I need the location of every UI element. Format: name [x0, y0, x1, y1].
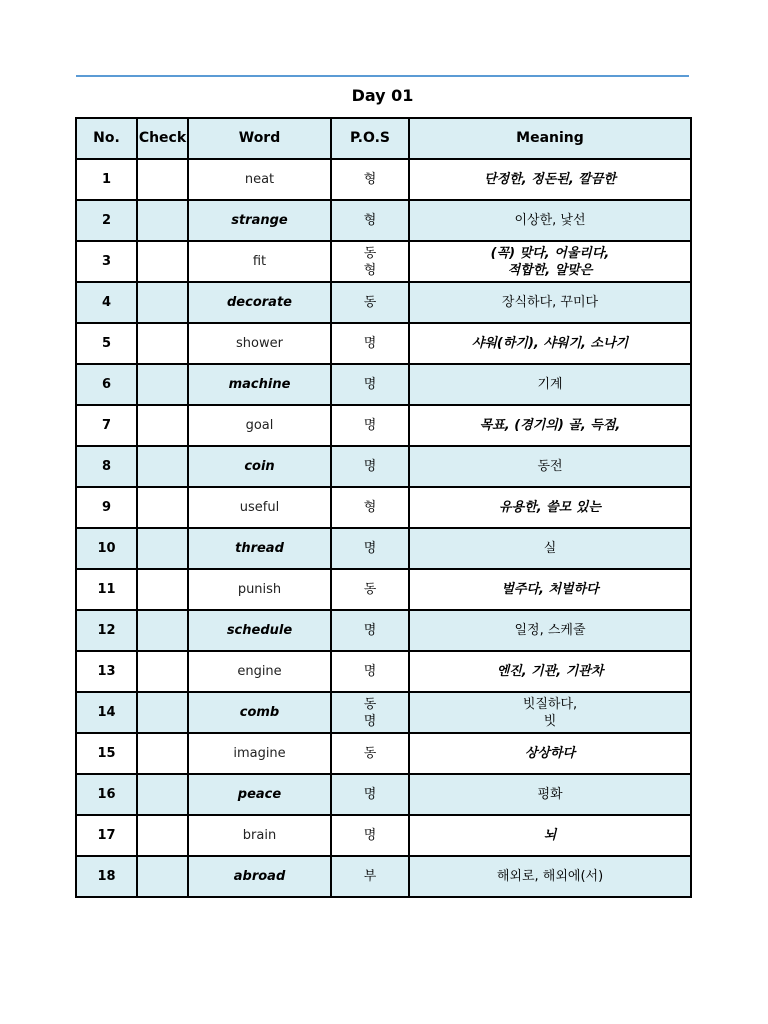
check-cell[interactable] [137, 610, 188, 651]
check-cell[interactable] [137, 856, 188, 897]
word-cell: strange [188, 200, 331, 241]
table-row [76, 815, 691, 856]
meaning-cell [409, 364, 691, 405]
meaning-line: 이상한, 낯선 [514, 213, 586, 228]
row-number: 13 [76, 651, 137, 692]
table-row [76, 282, 691, 323]
meaning-line: 기계 [537, 377, 563, 392]
pos-cell [331, 528, 409, 569]
row-number: 14 [76, 692, 137, 733]
meaning-cell [409, 487, 691, 528]
check-cell[interactable] [137, 200, 188, 241]
table-row [76, 446, 691, 487]
table-row [76, 774, 691, 815]
check-cell[interactable] [137, 241, 188, 282]
pos-cell [331, 405, 409, 446]
table-row [76, 364, 691, 405]
table-row [76, 692, 691, 733]
word-cell: abroad [188, 856, 331, 897]
word-cell: punish [188, 569, 331, 610]
meaning-line: 유용한, 쓸모 있는 [499, 500, 601, 515]
pos-cell [331, 159, 409, 200]
word-cell: comb [188, 692, 331, 733]
table-row [76, 405, 691, 446]
word-cell: schedule [188, 610, 331, 651]
word-cell: goal [188, 405, 331, 446]
pos-label: 명 [363, 541, 377, 556]
row-number: 1 [76, 159, 137, 200]
word-cell: peace [188, 774, 331, 815]
row-number: 3 [76, 241, 137, 282]
pos-cell [331, 200, 409, 241]
meaning-line: 목표, (경기의) 골, 득점, [479, 418, 621, 433]
pos-label: 형 [363, 213, 377, 228]
row-number: 16 [76, 774, 137, 815]
pos-cell [331, 856, 409, 897]
header-pos: P.O.S [331, 118, 409, 159]
meaning-line: 상상하다 [524, 746, 576, 761]
meaning-cell [409, 241, 691, 282]
page-title: Day 01 [351, 86, 414, 105]
meaning-cell [409, 610, 691, 651]
word-cell: shower [188, 323, 331, 364]
pos-cell [331, 241, 409, 282]
pos-label: 명 [363, 787, 377, 802]
pos-label: 동 [363, 696, 377, 712]
meaning-cell [409, 815, 691, 856]
pos-cell [331, 487, 409, 528]
meaning-line: 해외로, 해외에(서) [496, 869, 604, 884]
meaning-cell [409, 528, 691, 569]
meaning-cell [409, 774, 691, 815]
pos-label: 동 [363, 245, 377, 261]
pos-cell [331, 446, 409, 487]
word-cell: neat [188, 159, 331, 200]
pos-label: 형 [363, 172, 377, 187]
pos-label: 명 [363, 713, 377, 729]
meaning-line: 일정, 스케줄 [514, 623, 586, 638]
pos-cell [331, 569, 409, 610]
word-cell: useful [188, 487, 331, 528]
meaning-cell [409, 200, 691, 241]
meaning-line: 실 [543, 541, 557, 556]
check-cell[interactable] [137, 569, 188, 610]
row-number: 10 [76, 528, 137, 569]
row-number: 11 [76, 569, 137, 610]
meaning-line: 단정한, 정돈된, 깔끔한 [484, 172, 616, 187]
pos-label: 형 [363, 262, 377, 278]
word-cell: machine [188, 364, 331, 405]
pos-label: 동 [363, 582, 377, 597]
table-row [76, 323, 691, 364]
word-cell: fit [188, 241, 331, 282]
meaning-cell [409, 692, 691, 733]
vocab-table [75, 117, 692, 898]
word-cell: thread [188, 528, 331, 569]
row-number: 6 [76, 364, 137, 405]
pos-cell [331, 610, 409, 651]
pos-label: 명 [363, 377, 377, 392]
table-row [76, 569, 691, 610]
pos-label: 부 [363, 869, 377, 884]
word-cell: brain [188, 815, 331, 856]
pos-cell [331, 323, 409, 364]
meaning-cell [409, 446, 691, 487]
check-cell[interactable] [137, 733, 188, 774]
check-cell[interactable] [137, 405, 188, 446]
pos-cell [331, 651, 409, 692]
word-cell: coin [188, 446, 331, 487]
word-cell: imagine [188, 733, 331, 774]
meaning-cell [409, 733, 691, 774]
pos-cell [331, 282, 409, 323]
pos-cell [331, 815, 409, 856]
check-cell[interactable] [137, 487, 188, 528]
top-rule [76, 75, 689, 77]
pos-label: 동 [363, 295, 377, 310]
pos-label: 형 [363, 500, 377, 515]
meaning-cell [409, 282, 691, 323]
pos-label: 명 [363, 336, 377, 351]
header-word: Word [188, 118, 331, 159]
pos-cell [331, 774, 409, 815]
meaning-line: 엔진, 기관, 기관차 [496, 664, 604, 679]
check-cell[interactable] [137, 446, 188, 487]
pos-label: 명 [363, 664, 377, 679]
meaning-line: 장식하다, 꾸미다 [501, 295, 599, 310]
row-number: 8 [76, 446, 137, 487]
header-no: No. [76, 118, 137, 159]
row-number: 4 [76, 282, 137, 323]
row-number: 18 [76, 856, 137, 897]
meaning-line: 벌주다, 처벌하다 [501, 582, 599, 597]
check-cell[interactable] [137, 159, 188, 200]
table-row [76, 528, 691, 569]
row-number: 5 [76, 323, 137, 364]
meaning-cell [409, 569, 691, 610]
meaning-line: 적합한, 알맞은 [507, 262, 593, 278]
table-row [76, 856, 691, 897]
meaning-line: 빗질하다, [522, 696, 578, 712]
pos-label: 명 [363, 828, 377, 843]
check-cell[interactable] [137, 528, 188, 569]
table-row [76, 200, 691, 241]
row-number: 9 [76, 487, 137, 528]
meaning-cell [409, 651, 691, 692]
meaning-cell [409, 323, 691, 364]
check-cell[interactable] [137, 815, 188, 856]
check-cell[interactable] [137, 282, 188, 323]
pos-label: 동 [363, 746, 377, 761]
table-row [76, 487, 691, 528]
pos-cell [331, 692, 409, 733]
check-cell[interactable] [137, 364, 188, 405]
pos-label: 명 [363, 623, 377, 638]
check-cell[interactable] [137, 651, 188, 692]
row-number: 7 [76, 405, 137, 446]
header-meaning: Meaning [409, 118, 691, 159]
row-number: 17 [76, 815, 137, 856]
pos-cell [331, 364, 409, 405]
meaning-line: (꼭) 맞다, 어울리다, [490, 245, 610, 261]
meaning-line: 동전 [537, 459, 563, 474]
meaning-line: 빗 [543, 713, 557, 729]
pos-cell [331, 733, 409, 774]
table-row [76, 159, 691, 200]
check-cell[interactable] [137, 692, 188, 733]
table-row [76, 241, 691, 282]
meaning-line: 평화 [537, 787, 563, 802]
header-check: Check [137, 118, 188, 159]
pos-label: 명 [363, 418, 377, 433]
word-cell: decorate [188, 282, 331, 323]
table-row [76, 610, 691, 651]
table-row [76, 733, 691, 774]
row-number: 2 [76, 200, 137, 241]
row-number: 15 [76, 733, 137, 774]
meaning-cell [409, 159, 691, 200]
check-cell[interactable] [137, 323, 188, 364]
meaning-line: 뇌 [543, 828, 557, 843]
meaning-cell [409, 405, 691, 446]
pos-label: 명 [363, 459, 377, 474]
meaning-line: 샤워(하기), 샤워기, 소나기 [471, 336, 629, 351]
check-cell[interactable] [137, 774, 188, 815]
row-number: 12 [76, 610, 137, 651]
table-row [76, 651, 691, 692]
word-cell: engine [188, 651, 331, 692]
table-header-row [76, 118, 691, 159]
meaning-cell [409, 856, 691, 897]
